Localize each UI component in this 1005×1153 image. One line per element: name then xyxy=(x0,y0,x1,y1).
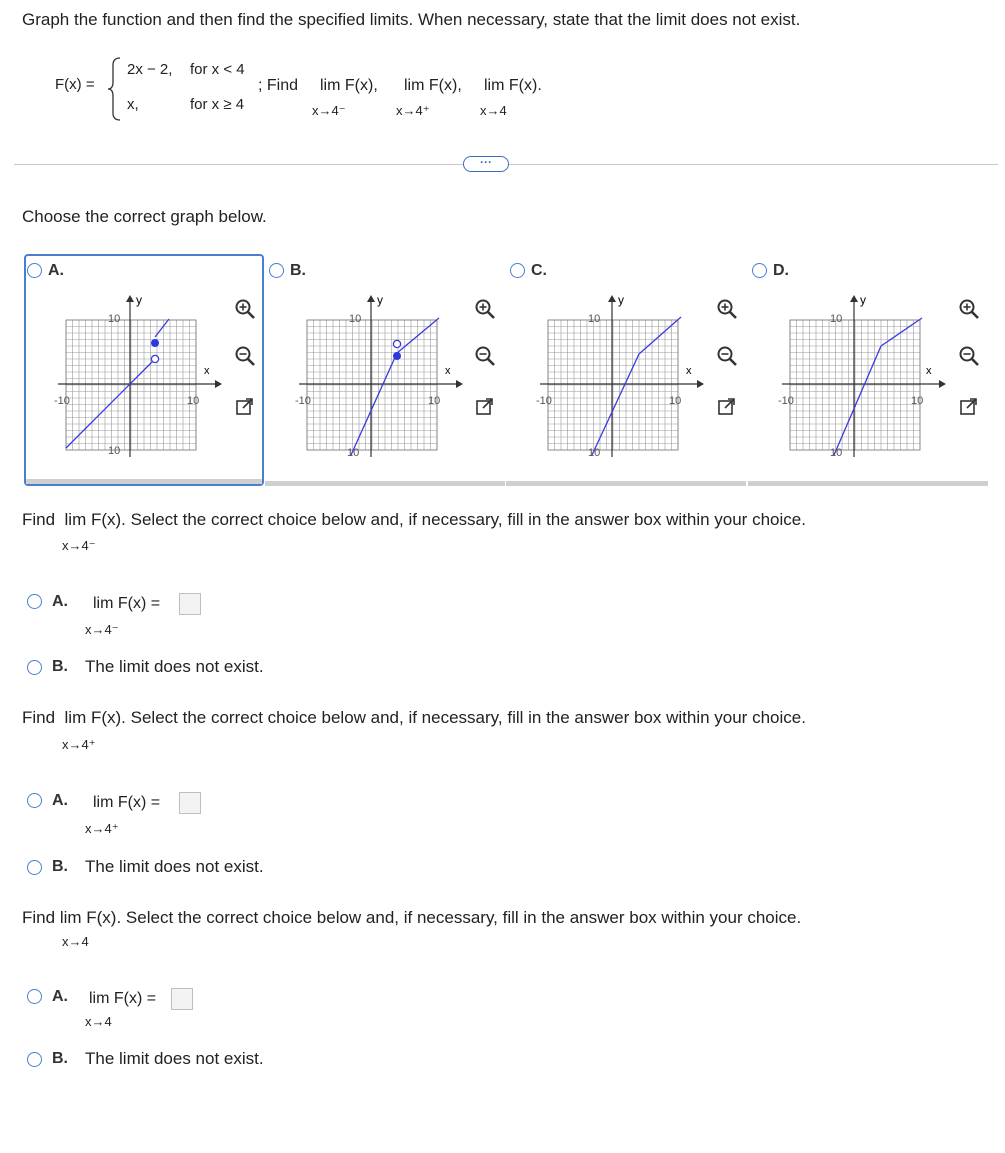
answer-a-radio[interactable] xyxy=(27,594,42,609)
answer-b-label: B. xyxy=(52,858,68,875)
tick-label-y10: 10 xyxy=(108,313,121,325)
answer-a-label: A. xyxy=(52,792,68,809)
answer-b-text: The limit does not exist. xyxy=(85,657,264,676)
prompt-instructions: Select the correct choice below and, if necessary, fill in the answer box within your choice. xyxy=(125,908,802,927)
prompt-limit-sub: x→4⁻ xyxy=(62,538,96,553)
limit-right-sub: x→4⁺ xyxy=(396,103,430,118)
graph-b-label: B. xyxy=(290,262,306,279)
answer-input-box[interactable] xyxy=(171,988,193,1010)
question-prompt xyxy=(22,510,806,530)
piece2-condition: for x ≥ 4 xyxy=(190,96,245,113)
prompt-limit: lim F(x). xyxy=(64,708,126,727)
tick-label-yneg10: 10 xyxy=(830,447,843,459)
graph-b-radio[interactable] xyxy=(269,263,284,278)
answer-input-box[interactable] xyxy=(179,593,201,615)
answer-a-limit: lim F(x) = xyxy=(93,595,161,612)
x-axis-arrow-icon xyxy=(697,380,704,388)
question-prompt xyxy=(22,908,801,928)
answer-a-limit-sub: x→4⁺ xyxy=(85,821,119,836)
card-bar xyxy=(748,481,988,486)
open-new-window-icon[interactable] xyxy=(958,396,980,418)
zoom-in-icon[interactable] xyxy=(958,298,980,320)
choose-graph-text: Choose the correct graph below. xyxy=(22,207,267,226)
graph-b-line-upper xyxy=(397,318,439,353)
answer-b-radio[interactable] xyxy=(27,660,42,675)
prompt-limit-sub: x→4⁺ xyxy=(62,737,96,752)
x-axis-arrow-icon xyxy=(456,380,463,388)
graph-b-plot xyxy=(291,292,466,462)
y-axis-arrow-icon xyxy=(850,295,858,302)
tick-label-xneg10: -10 xyxy=(778,395,794,407)
answer-a-limit-sub: x→4 xyxy=(85,1014,112,1029)
limit-right-label: lim F(x), xyxy=(404,77,462,94)
x-axis-arrow-icon xyxy=(939,380,946,388)
graph-c-radio[interactable] xyxy=(510,263,525,278)
graph-a-label: A. xyxy=(48,262,64,279)
left-brace-icon xyxy=(107,56,123,122)
prompt-find: Find xyxy=(22,708,56,727)
prompt-instructions: Select the correct choice below and, if necessary, fill in the answer box within your choice. xyxy=(130,510,806,529)
tick-label-y10: 10 xyxy=(830,313,843,325)
tick-label-yneg10: 10 xyxy=(108,445,121,457)
x-axis-label: x xyxy=(204,365,210,377)
tick-label-xneg10: -10 xyxy=(295,395,311,407)
graph-d-radio[interactable] xyxy=(752,263,767,278)
graph-a-plot xyxy=(50,292,225,462)
answer-a-limit: lim F(x) = xyxy=(93,794,161,811)
tick-label-x10: 10 xyxy=(669,395,682,407)
card-bar xyxy=(265,481,505,486)
answer-a-label: A. xyxy=(52,593,68,610)
graph-d-line-upper xyxy=(881,318,922,346)
card-bar xyxy=(26,479,262,484)
zoom-in-icon[interactable] xyxy=(474,298,496,320)
zoom-in-icon[interactable] xyxy=(716,298,738,320)
question-prompt xyxy=(22,708,806,728)
prompt-instructions: Select the correct choice below and, if necessary, fill in the answer box within your choice. xyxy=(130,708,806,727)
graph-a-radio[interactable] xyxy=(27,263,42,278)
graph-b-grid xyxy=(307,320,437,450)
prompt-limit: lim F(x). xyxy=(64,510,126,529)
zoom-out-icon[interactable] xyxy=(958,345,980,367)
limit-two-sided-label: lim F(x). xyxy=(484,77,542,94)
x-axis-arrow-icon xyxy=(215,380,222,388)
card-bar xyxy=(506,481,746,486)
tick-label-xneg10: -10 xyxy=(536,395,552,407)
graph-c-plot xyxy=(532,292,707,462)
tick-label-yneg10: 10 xyxy=(347,447,360,459)
answer-input-box[interactable] xyxy=(179,792,201,814)
tick-label-y10: 10 xyxy=(588,313,601,325)
limit-left-label: lim F(x), xyxy=(320,77,378,94)
answer-a-radio[interactable] xyxy=(27,989,42,1004)
prompt-limit-sub: x→4 xyxy=(62,934,89,949)
tick-label-xneg10: -10 xyxy=(54,395,70,407)
open-new-window-icon[interactable] xyxy=(234,396,256,418)
y-axis-label: y xyxy=(136,293,142,307)
graph-a-open-point xyxy=(151,355,158,362)
graph-a-closed-point xyxy=(151,339,159,347)
tick-label-yneg10: 10 xyxy=(588,447,601,459)
x-axis-label: x xyxy=(926,365,932,377)
tick-label-x10: 10 xyxy=(428,395,441,407)
graph-d-label: D. xyxy=(773,262,789,279)
function-name: F(x) = xyxy=(55,76,95,93)
y-axis-arrow-icon xyxy=(126,295,134,302)
y-axis-arrow-icon xyxy=(367,295,375,302)
graph-b-line-lower xyxy=(351,353,397,455)
y-axis-label: y xyxy=(860,293,866,307)
open-new-window-icon[interactable] xyxy=(716,396,738,418)
prompt-find: Find xyxy=(22,510,56,529)
answer-b-text: The limit does not exist. xyxy=(85,857,264,876)
more-button[interactable]: ··· xyxy=(463,156,509,172)
open-new-window-icon[interactable] xyxy=(474,396,496,418)
answer-a-limit-sub: x→4⁻ xyxy=(85,622,119,637)
y-axis-label: y xyxy=(618,293,624,307)
instruction-text: Graph the function and then find the specified limits. When necessary, state that the limit does not exist. xyxy=(22,10,801,29)
answer-b-label: B. xyxy=(52,658,68,675)
find-text: ; Find xyxy=(258,77,299,94)
answer-b-radio[interactable] xyxy=(27,1052,42,1067)
y-axis-label: y xyxy=(377,293,383,307)
answer-a-label: A. xyxy=(52,988,68,1005)
piece2-expression: x, xyxy=(127,96,139,113)
graph-a-grid xyxy=(66,320,196,450)
graph-d-plot xyxy=(774,292,949,462)
piece1-condition: for x < 4 xyxy=(190,61,245,78)
x-axis-label: x xyxy=(686,365,692,377)
limit-left-sub: x→4⁻ xyxy=(312,103,346,118)
answer-a-radio[interactable] xyxy=(27,793,42,808)
tick-label-x10: 10 xyxy=(187,395,200,407)
graph-d-grid xyxy=(790,320,920,450)
tick-label-x10: 10 xyxy=(911,395,924,407)
answer-a-limit: lim F(x) = xyxy=(89,990,157,1007)
prompt-limit: lim F(x). xyxy=(59,908,122,927)
answer-b-text: The limit does not exist. xyxy=(85,1049,264,1068)
graph-c-grid xyxy=(548,320,678,450)
zoom-out-icon[interactable] xyxy=(474,345,496,367)
piece1-expression: 2x − 2, xyxy=(127,61,173,78)
prompt-find: Find xyxy=(22,908,56,927)
graph-a-line-lower xyxy=(66,359,155,448)
answer-b-label: B. xyxy=(52,1050,68,1067)
zoom-out-icon[interactable] xyxy=(716,345,738,367)
x-axis-label: x xyxy=(445,365,451,377)
answer-b-radio[interactable] xyxy=(27,860,42,875)
zoom-out-icon[interactable] xyxy=(234,345,256,367)
y-axis-arrow-icon xyxy=(608,295,616,302)
graph-b-closed-point xyxy=(393,352,401,360)
graph-b-open-point xyxy=(393,340,400,347)
zoom-in-icon[interactable] xyxy=(234,298,256,320)
graph-d-line-lower xyxy=(834,346,881,455)
limit-two-sided-sub: x→4 xyxy=(480,103,507,118)
tick-label-y10: 10 xyxy=(349,313,362,325)
graph-c-label: C. xyxy=(531,262,547,279)
